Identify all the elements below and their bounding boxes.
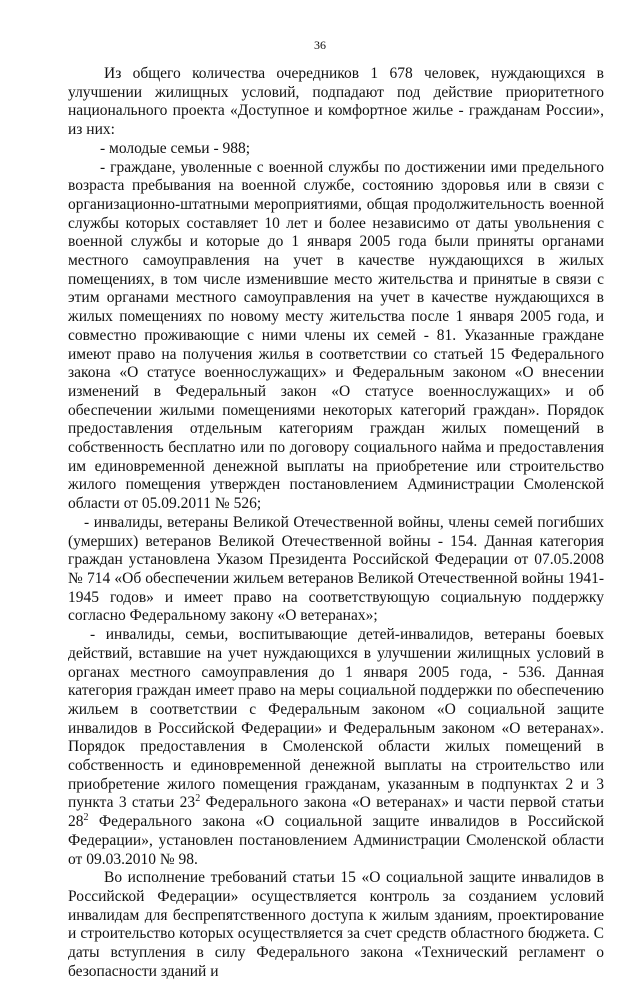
disabled-text-part-3: Федерального закона «О социальной защите инвалидов в Российской Федерации», установлен постановлением Администрации Смоленской области от 09.03.2010 № 98.: [68, 813, 604, 868]
superscript-article-23: 2: [195, 793, 201, 805]
disabled-text-part-1: - инвалиды, семьи, воспитывающие детей-инвалидов, ветераны боевых действий, вставшие на учет нуждающихся в улучшении жилищных условий в органах местного самоуправления до 1 января 2005 года, - 536. Данная категория граждан имеет право на меры социальной поддержки по обеспечению жильем в соответствии с Федеральным законом «О социальной защите инвалидов в Российской Федерации» и Федеральным законом «О ветеранах». Порядок предоставления в Смоленской области жилых помещений в собственность и единовременной денежной выплаты на строительство или приобретение жилого помещения гражданам, указанным в подпунктах 2 и 3 пункта 3 статьи 23: [68, 626, 604, 812]
list-item-war-veterans: - инвалиды, ветераны Великой Отечественной войны, члены семей погибших (умерших) ветеранов Великой Отечественной войны - 154. Данная категория граждан установлена Указом Президента Российской Федерации от 07.05.2008 № 714 «Об обеспечении жильем ветеранов Великой Отечественной войны 1941-1945 годов» и имеет право на соответствующую социальную поддержку согласно Федеральному закону «О ветеранах»;: [68, 513, 604, 625]
disabled-text-part-2: Федерального закона «О ветеранах» и части первой статьи 28: [68, 794, 605, 831]
superscript-article-28: 2: [83, 812, 89, 824]
list-item-young-families: - молодые семьи - 988;: [100, 139, 251, 157]
list-item-disabled: [68, 626, 604, 869]
list-item-military: - граждане, уволенные с военной службы по достижении ими предельного возраста пребывания на военной службе, состоянию здоровья или в связи с организационно-штатными мероприятиями, общая продолжительность военной службы которых составляет 10 лет и более независимо от даты увольнения с военной службы и которые до 1 января 2005 года были приняты органами местного самоуправления на учет в качестве нуждающихся в жилых помещениях, в том числе изменившие место жительства и принятые в связи с этим органами местного самоуправления на учет в качестве нуждающихся в жилых помещениях по новому месту жительства после 1 января 2005 года, и совместно проживающие с ними члены их семей - 81. Указанные граждане имеют право на получения жилья в соответствии со статьей 15 Федерального закона «О статусе военнослужащих» и Федеральным законом «О внесении изменений в Федеральный закон «О статусе военнослужащих» и об обеспечении жилыми помещениями некоторых категорий граждан». Порядок предоставления отдельным категориям граждан жилых помещений в собственность бесплатно или по договору социального найма и предоставления им единовременной денежной выплаты на приобретение или строительство жилого помещения утвержден постановлением Администрации Смоленской области от 05.09.2011 № 526;: [68, 158, 604, 513]
page-number: 36: [314, 38, 326, 52]
paragraph-accessibility: Во исполнение требований статьи 15 «О социальной защите инвалидов в Российской Федерации» осуществляется контроль за созданием условий инвалидам для беспрепятственного доступа к жилым зданиям, проектирование и строительство которых осуществляется за счет средств областного бюджета. С даты вступления в силу Федерального закона «Технический регламент о безопасности зданий и: [68, 869, 604, 980]
document-body: [68, 65, 604, 981]
paragraph-intro: Из общего количества очередников 1 678 человек, нуждающихся в улучшении жилищных условий, подпадают под действие приоритетного национального проекта «Доступное и комфортное жилье - гражданам России», из них:: [68, 65, 604, 139]
